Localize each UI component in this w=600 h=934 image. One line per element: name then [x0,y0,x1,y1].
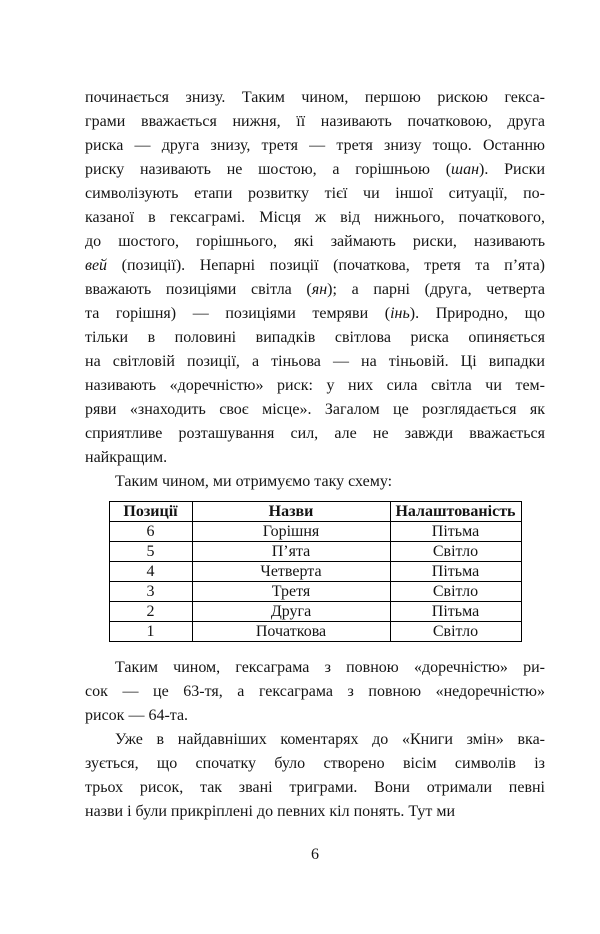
table-row [109,522,521,542]
table-cell: Третя [192,582,390,602]
text-line: називають «доречністю» риск: у них сила світла чи тем- [85,377,545,394]
text-line: символізують етапи розвитку тієї чи іншої ситуації, по- [85,185,545,202]
table-cell: 5 [109,542,192,562]
table-cell: 3 [109,582,192,602]
table-body [109,522,521,642]
table-row [109,602,521,622]
paragraph [85,470,545,494]
table-row [109,582,521,602]
table-cell: П’ята [192,542,390,562]
table-cell: Горішня [192,522,390,542]
text-line: грами вважається нижня, її називають початковою, друга [85,113,545,130]
text-line: риска — друга знизу, третя — третя знизу тощо. Останню [85,137,545,154]
text-line: зується, що спочатку було створено вісім символів із [85,755,545,772]
text-line: вважають позиціями світла (ян); а парні (друга, четверта [85,281,546,298]
table-cell: Пітьма [390,562,521,582]
text-line: трьох рисок, так звані триграми. Вони отримали певні [85,779,545,796]
table-cell: 6 [109,522,192,542]
table-cell: Пітьма [390,522,521,542]
table-header-cell: Назви [192,502,390,522]
table-row [109,542,521,562]
table-cell: Світло [390,622,521,642]
paragraph [85,728,545,824]
table-header-cell: Налаштованість [390,502,521,522]
body-text-lower [85,656,545,824]
text-line: сок — це 63-тя, а гексаграма з повною «недоречністю» [85,683,545,700]
table-cell: Початкова [192,622,390,642]
table-header-cell: Позиції [109,502,192,522]
text-line: Таким чином, гексаграма з повною «доречністю» ри- [115,659,545,676]
paragraph [85,86,545,470]
table-head [109,502,521,522]
table-cell: Друга [192,602,390,622]
text-line: рисок — 64-та. [85,707,189,724]
table-row [109,622,521,642]
text-line: вей (позиції). Непарні позиції (початкова, третя та п’ята) [85,257,545,274]
positions-table [109,501,522,642]
table-cell: Четверта [192,562,390,582]
table-cell: 4 [109,562,192,582]
paragraph [85,656,545,728]
table-cell: Світло [390,542,521,562]
text-line: ряви «знаходить своє місце». Загалом це розглядається як [85,401,545,418]
text-line: риску називають не шостою, а горішньою (шан). Риски [85,161,546,178]
page-number: 6 [311,846,319,863]
table-cell: Пітьма [390,602,521,622]
text-line: на світловій позиції, а тіньова — на тіньовій. Ці випадки [85,353,545,370]
body-text-upper [85,86,545,494]
text-line: найкращим. [85,449,168,466]
table-cell: 1 [109,622,192,642]
table-header-row [109,502,521,522]
text-line: Таким чином, ми отримуємо таку схему: [115,473,393,490]
table-cell: 2 [109,602,192,622]
table-row [109,562,521,582]
text-line: до шостого, горішнього, які займають риски, називають [85,233,545,250]
text-line: сприятливе розташування сил, але не завжди вважається [85,425,545,442]
table-cell: Світло [390,582,521,602]
text-line: Уже в найдавніших коментарях до «Книги змін» вка- [115,731,545,748]
text-line: тільки в половині випадків світлова риска опиняється [85,329,545,346]
text-line: починається знизу. Таким чином, першою рискою гекса- [85,89,545,106]
text-line: назви і були прикріплені до певних кіл понять. Тут ми [85,803,456,820]
text-line: казаної в гексаграмі. Місця ж від нижнього, початкового, [85,209,545,226]
text-line: та горішня) — позиціями темряви (інь). Природно, що [85,305,545,322]
